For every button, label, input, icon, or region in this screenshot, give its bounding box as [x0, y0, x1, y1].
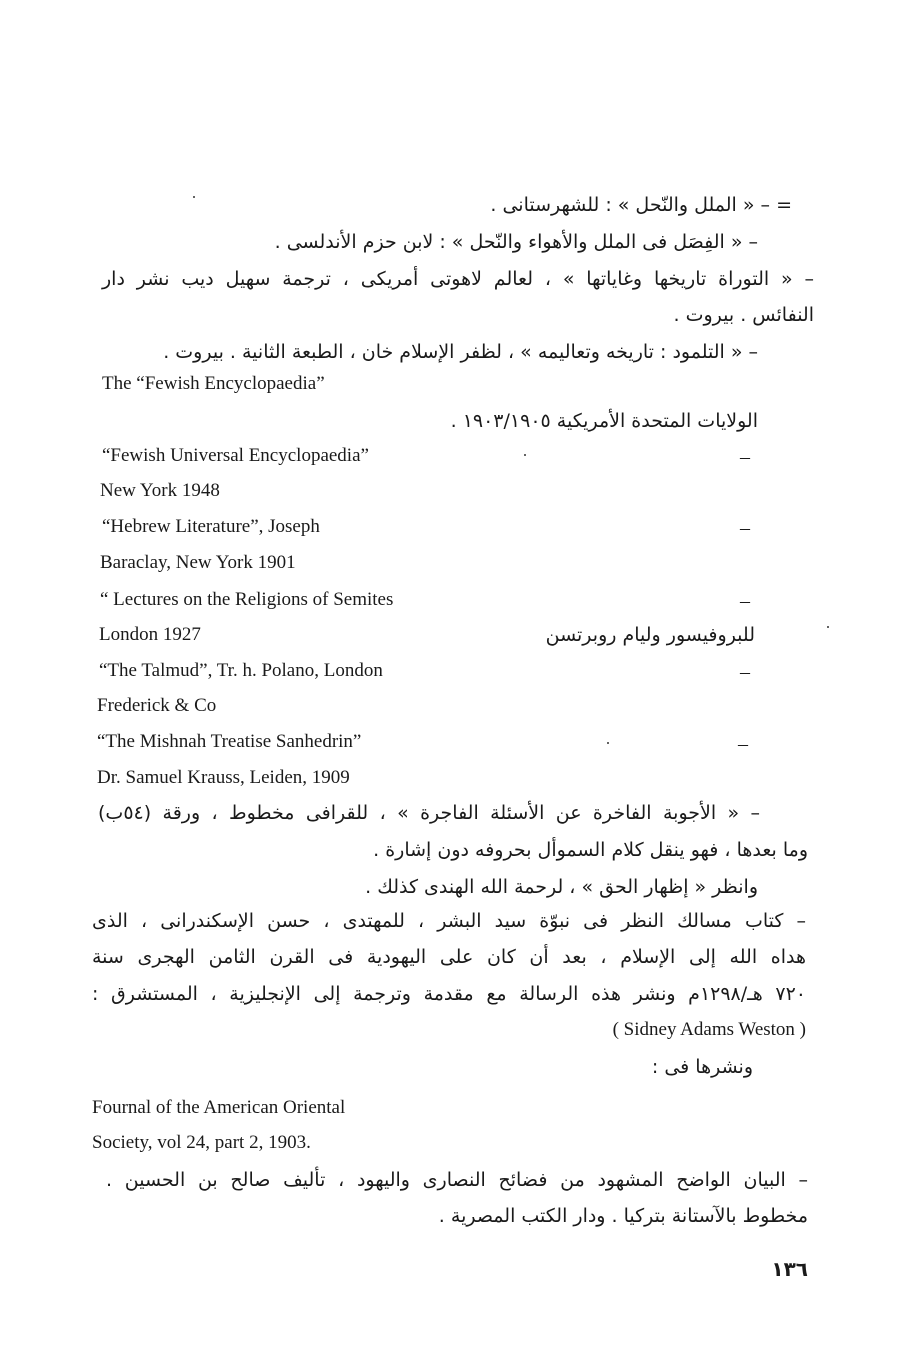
scan-speck: [524, 454, 526, 456]
entry-ajwiba-fakhira: – « الأجوبة الفاخرة عن الأسئلة الفاجرة » ، للقرافى مخطوط ، ورقة (٥٤ب): [98, 802, 760, 824]
ref-jewish-encyclopaedia-place: الولايات المتحدة الأمريكية ١٩٠٣/١٩٠٥ .: [450, 410, 758, 432]
ref-mishnah-author: Dr. Samuel Krauss, Leiden, 1909: [97, 767, 350, 788]
ref-hebrew-literature-place: Baraclay, New York 1901: [100, 552, 296, 573]
entry-torah-history: – « التوراة تاريخها وغاياتها » ، لعالم لاهوتى أمريكى ، ترجمة سهيل ديب نشر دار: [102, 268, 814, 290]
entry-fisal: – « الفِصَل فى الملل والأهواء والنّحل » : لابن حزم الأندلسى .: [274, 231, 758, 253]
published-in-label: ونشرها فى :: [651, 1056, 753, 1078]
ref-lectures-semites-author: للبروفيسور وليام روبرتسن: [545, 624, 755, 646]
entry-talmud-arabic: – « التلمود : تاريخه وتعاليمه » ، لظفر الإسلام خان ، الطبعة الثانية . بيروت .: [163, 341, 758, 363]
page-number: ١٣٦: [771, 1257, 808, 1281]
ref-lectures-semites: “ Lectures on the Religions of Semites: [100, 589, 394, 610]
entry-torah-publisher: النفائس . بيروت .: [673, 304, 814, 326]
ref-mishnah-sanhedrin: “The Mishnah Treatise Sanhedrin”: [97, 731, 362, 752]
dash-marker: –: [740, 590, 750, 612]
ref-lectures-semites-place: London 1927: [99, 624, 201, 645]
ref-universal-encyclopaedia: “Fewish Universal Encyclopaedia”: [102, 445, 369, 466]
entry-bayan-manuscript: مخطوط بالآستانة بتركيا . ودار الكتب المصرية .: [438, 1205, 808, 1227]
entry-masalik-nazar: – كتاب مسالك النظر فى نبوّة سيد البشر ، للمهتدى ، حسن الإسكندرانى ، الذى: [92, 910, 806, 932]
ref-hebrew-literature: “Hebrew Literature”, Joseph: [102, 516, 320, 537]
scan-speck: [607, 742, 609, 744]
entry-bayan-wadih: – البيان الواضح المشهود من فضائح النصارى واليهود ، تأليف صالح بن الحسين .: [106, 1169, 808, 1191]
ref-talmud-polano-publisher: Frederick & Co: [97, 695, 217, 716]
ref-talmud-polano: “The Talmud”, Tr. h. Polano, London: [99, 660, 383, 681]
entry-izhar-haqq: وانظر « إظهار الحق » ، لرحمة الله الهندى كذلك .: [365, 876, 758, 898]
ref-journal-aos-volume: Society, vol 24, part 2, 1903.: [92, 1132, 311, 1153]
dash-marker: –: [740, 661, 750, 683]
dash-marker: –: [740, 446, 750, 468]
entry-masalik-translation: ٧٢٠ هـ/١٢٩٨م ونشر هذه الرسالة مع مقدمة وترجمة إلى الإنجليزية ، المستشرق :: [92, 983, 806, 1005]
entry-ajwiba-continuation: وما بعدها ، فهو ينقل كلام السموأل بحروفه دون إشارة .: [373, 839, 808, 861]
ref-universal-encyclopaedia-place: New York 1948: [100, 480, 220, 501]
ref-jewish-encyclopaedia: The “Fewish Encyclopaedia”: [102, 373, 325, 394]
entry-masalik-continuation: هداه الله إلى الإسلام ، بعد أن كان على اليهودية فى القرن الثامن الهجرى سنة: [92, 946, 806, 968]
scan-speck: [193, 196, 195, 198]
entry-milal-nihal: = – « الملل والنّحل » : للشهرستانى .: [490, 194, 792, 216]
scan-speck: [827, 626, 829, 628]
ref-journal-aos: Fournal of the American Oriental: [92, 1097, 346, 1118]
translator-name: ( Sidney Adams Weston ): [612, 1019, 806, 1040]
dash-marker: –: [740, 517, 750, 539]
dash-marker: –: [738, 733, 748, 755]
